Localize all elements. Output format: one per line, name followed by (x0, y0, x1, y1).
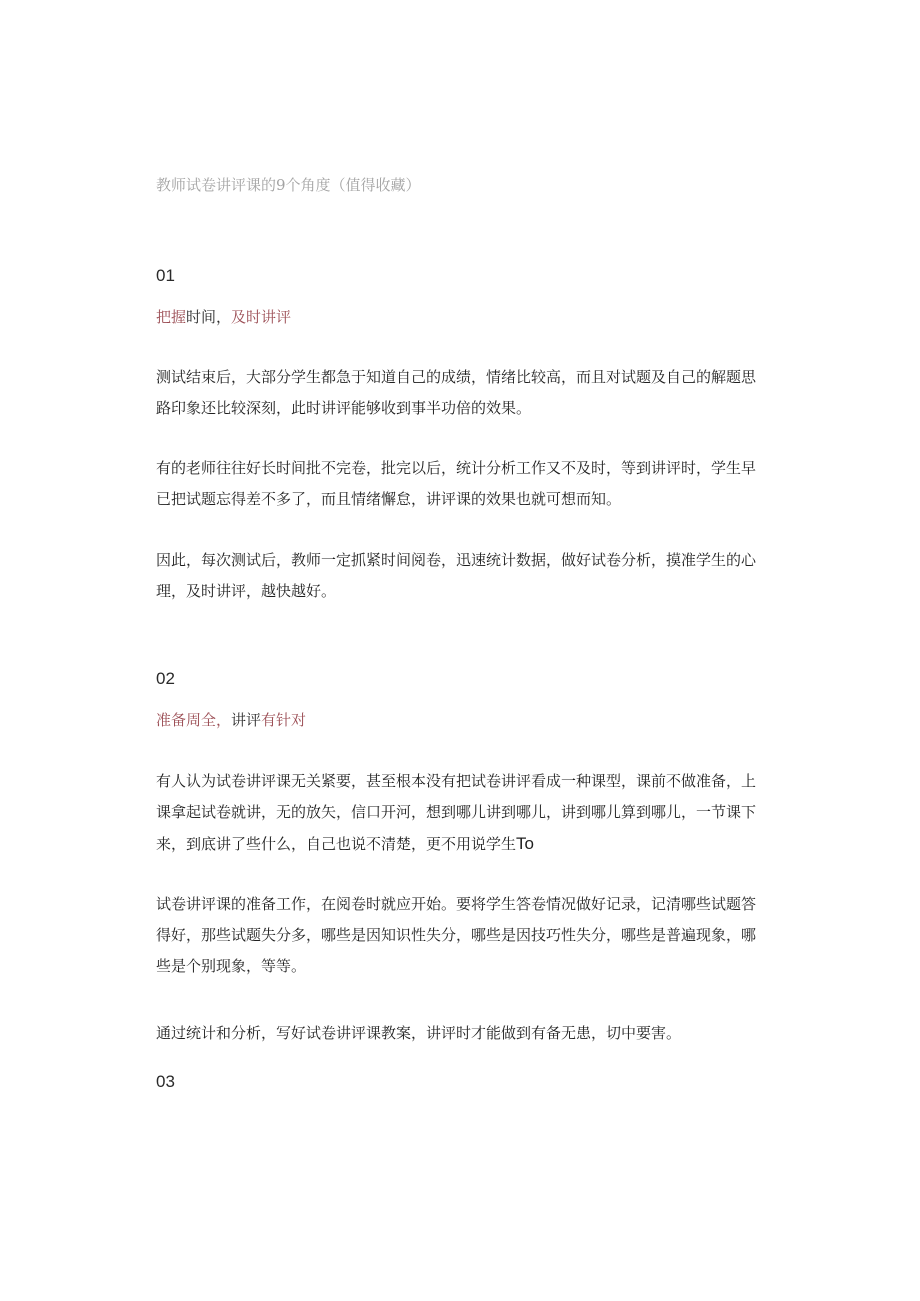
section-heading-02-part2: 讲评 (231, 711, 262, 729)
section-02-paragraph-3: 通过统计和分析，写好试卷讲评课教案，讲评时才能做到有备无患，切中要害。 (156, 1024, 682, 1042)
section-heading-01 (156, 306, 291, 328)
section-01-paragraph-3: 因此，每次测试后，教师一定抓紧时间阅卷，迅速统计数据，做好试卷分析，摸准学生的心理，及时讲评，越快越好。 (156, 551, 757, 600)
section-heading-02-part3: 有针对 (261, 711, 307, 729)
section-02-paragraph-2: 试卷讲评课的准备工作，在阅卷时就应开始。要将学生答卷情况做好记录，记清哪些试题答得好，那些试题失分多，哪些是因知识性失分，哪些是因技巧性失分，哪些是普遍现象，哪些是个别现象，等等。 (156, 895, 757, 975)
section-number-03: 03 (156, 1072, 175, 1091)
section-heading-01-part1: 把握 (156, 308, 187, 326)
section-02-paragraph-1-latin: To (516, 834, 534, 853)
section-heading-01-part3: 及时讲评 (231, 308, 292, 326)
document-title: 教师试卷讲评课的9个角度（值得收藏） (156, 176, 421, 194)
section-01-paragraph-1: 测试结束后，大部分学生都急于知道自己的成绩，情绪比较高，而且对试题及自己的解题思路印象还比较深刻，此时讲评能够收到事半功倍的效果。 (156, 368, 757, 417)
section-heading-02 (156, 709, 306, 731)
section-02-paragraph-1 (156, 766, 756, 860)
section-heading-01-part2: 时间， (186, 308, 232, 326)
section-number-02: 02 (156, 669, 175, 688)
section-01-paragraph-2: 有的老师往往好长时间批不完卷，批完以后，统计分析工作又不及时，等到讲评时，学生早已把试题忘得差不多了，而且情绪懈怠，讲评课的效果也就可想而知。 (156, 459, 757, 508)
section-number-01: 01 (156, 266, 175, 285)
section-02-paragraph-1-text: 有人认为试卷讲评课无关紧要，甚至根本没有把试卷讲评看成一种课型，课前不做准备，上课拿起试卷就讲，无的放矢，信口开河，想到哪儿讲到哪儿，讲到哪儿算到哪儿，一节课下来，到底讲了些什么，自己也说不清楚，更不用说学生 (156, 772, 757, 853)
section-heading-02-part1: 准备周全， (156, 711, 232, 729)
